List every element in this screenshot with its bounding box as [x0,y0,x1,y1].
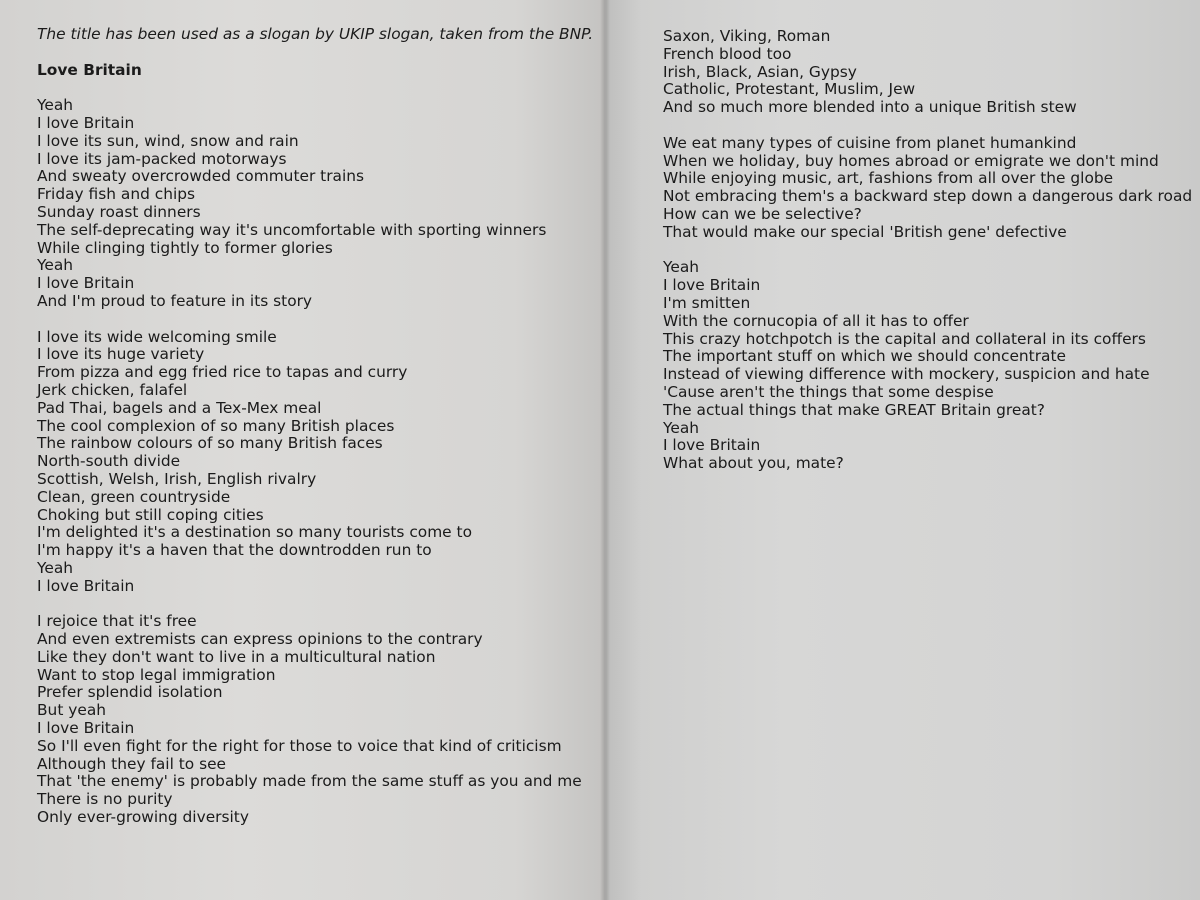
poem-line: I love Britain [663,276,761,295]
poem-line: When we holiday, buy homes abroad or emigrate we don't mind [663,151,1159,170]
poem-line: Like they don't want to live in a multicultural nation [37,647,436,666]
poem-line: I'm delighted it's a destination so many tourists come to [37,523,472,542]
poem-line: While enjoying music, art, fashions from all over the globe [663,169,1114,188]
poem-line: This crazy hotchpotch is the capital and collateral in its coffers [663,329,1146,348]
poem-line: I love its sun, wind, snow and rain [37,131,299,150]
stanza [37,97,606,311]
poem-line: 'Cause aren't the things that some despise [663,382,994,401]
poem-line: Yeah [37,558,74,577]
poem-line: Not embracing them's a backward step down a dangerous dark road [663,187,1193,206]
poem-line: Friday fish and chips [37,185,196,204]
poem-line: Prefer splendid isolation [37,683,223,702]
poem-line: I'm happy it's a haven that the downtrodden run to [37,541,432,560]
poem-line: And sweaty overcrowded commuter trains [37,167,365,186]
poem-line: What about you, mate? [663,454,844,473]
poem-line: Yeah [37,96,74,115]
poem-line: That would make our special 'British gene' defective [663,222,1067,241]
poem-line: And even extremists can express opinions to the contrary [37,630,483,649]
poem-line: Yeah [663,258,700,277]
poem-line: With the cornucopia of all it has to offer [663,311,969,330]
poem-line: I'm smitten [663,293,751,312]
poem-line: I love its huge variety [37,345,205,364]
poem-line: I love its jam-packed motorways [37,149,287,168]
poem-line: There is no purity [37,790,173,809]
stanza [37,329,606,596]
poem-line: I love Britain [37,113,135,132]
poem-line: Catholic, Protestant, Muslim, Jew [663,80,916,99]
poem-line: The cool complexion of so many British places [37,416,395,435]
poem-line: But yeah [37,701,107,720]
poem-line: North-south divide [37,452,181,471]
stanza [663,259,1200,473]
page-fold-shadow [600,0,610,900]
poem-line: I love Britain [663,436,761,455]
poem-line: Saxon, Viking, Roman [663,27,831,45]
poem-line: That 'the enemy' is probably made from the same stuff as you and me [37,772,582,791]
poem-line: Only ever-growing diversity [37,808,249,827]
poem-line: I love its wide welcoming smile [37,327,277,346]
poem-line: Yeah [37,256,74,275]
right-page [606,0,1200,900]
poem-line: Want to stop legal immigration [37,665,276,684]
poem-line: The actual things that make GREAT Britain great? [663,400,1045,419]
poem-line: Clean, green countryside [37,487,231,506]
poem-line: And I'm proud to feature in its story [37,291,313,310]
poem-line: I rejoice that it's free [37,612,197,631]
poem-line: Instead of viewing difference with mockery, suspicion and hate [663,365,1150,384]
poem-line: I love Britain [37,274,135,293]
poem-line: Pad Thai, bagels and a Tex-Mex meal [37,398,322,417]
poem-line: Jerk chicken, falafel [37,380,188,399]
poem-line: While clinging tightly to former glories [37,238,333,257]
poem-line: Yeah [663,418,700,437]
poem-line: Sunday roast dinners [37,202,201,221]
poem-line: From pizza and egg fried rice to tapas and curry [37,363,408,382]
stanza [663,28,1200,117]
poem-line: So I'll even fight for the right for those to voice that kind of criticism [37,736,562,755]
poem-line: Scottish, Welsh, Irish, English rivalry [37,469,317,488]
poem-line: The self-deprecating way it's uncomfortable with sporting winners [37,220,547,239]
intro-note: The title has been used as a slogan by UKIP slogan, taken from the BNP. [37,25,594,43]
poem-line: We eat many types of cuisine from planet humankind [663,133,1077,152]
poem-line: The important stuff on which we should concentrate [663,347,1066,366]
poem-line: Irish, Black, Asian, Gypsy [663,62,857,81]
poem-line: The rainbow colours of so many British faces [37,434,383,453]
poem-line: Choking but still coping cities [37,505,264,524]
stanza [37,613,606,827]
poem-title: Love Britain [37,60,142,79]
poem-line: I love Britain [37,576,135,595]
poem-line: I love Britain [37,719,135,738]
poem-line: How can we be selective? [663,204,862,223]
poem-line: And so much more blended into a unique British stew [663,98,1077,117]
poem-line: French blood too [663,44,792,63]
poem-line: Although they fail to see [37,754,227,773]
stanza [663,135,1200,242]
